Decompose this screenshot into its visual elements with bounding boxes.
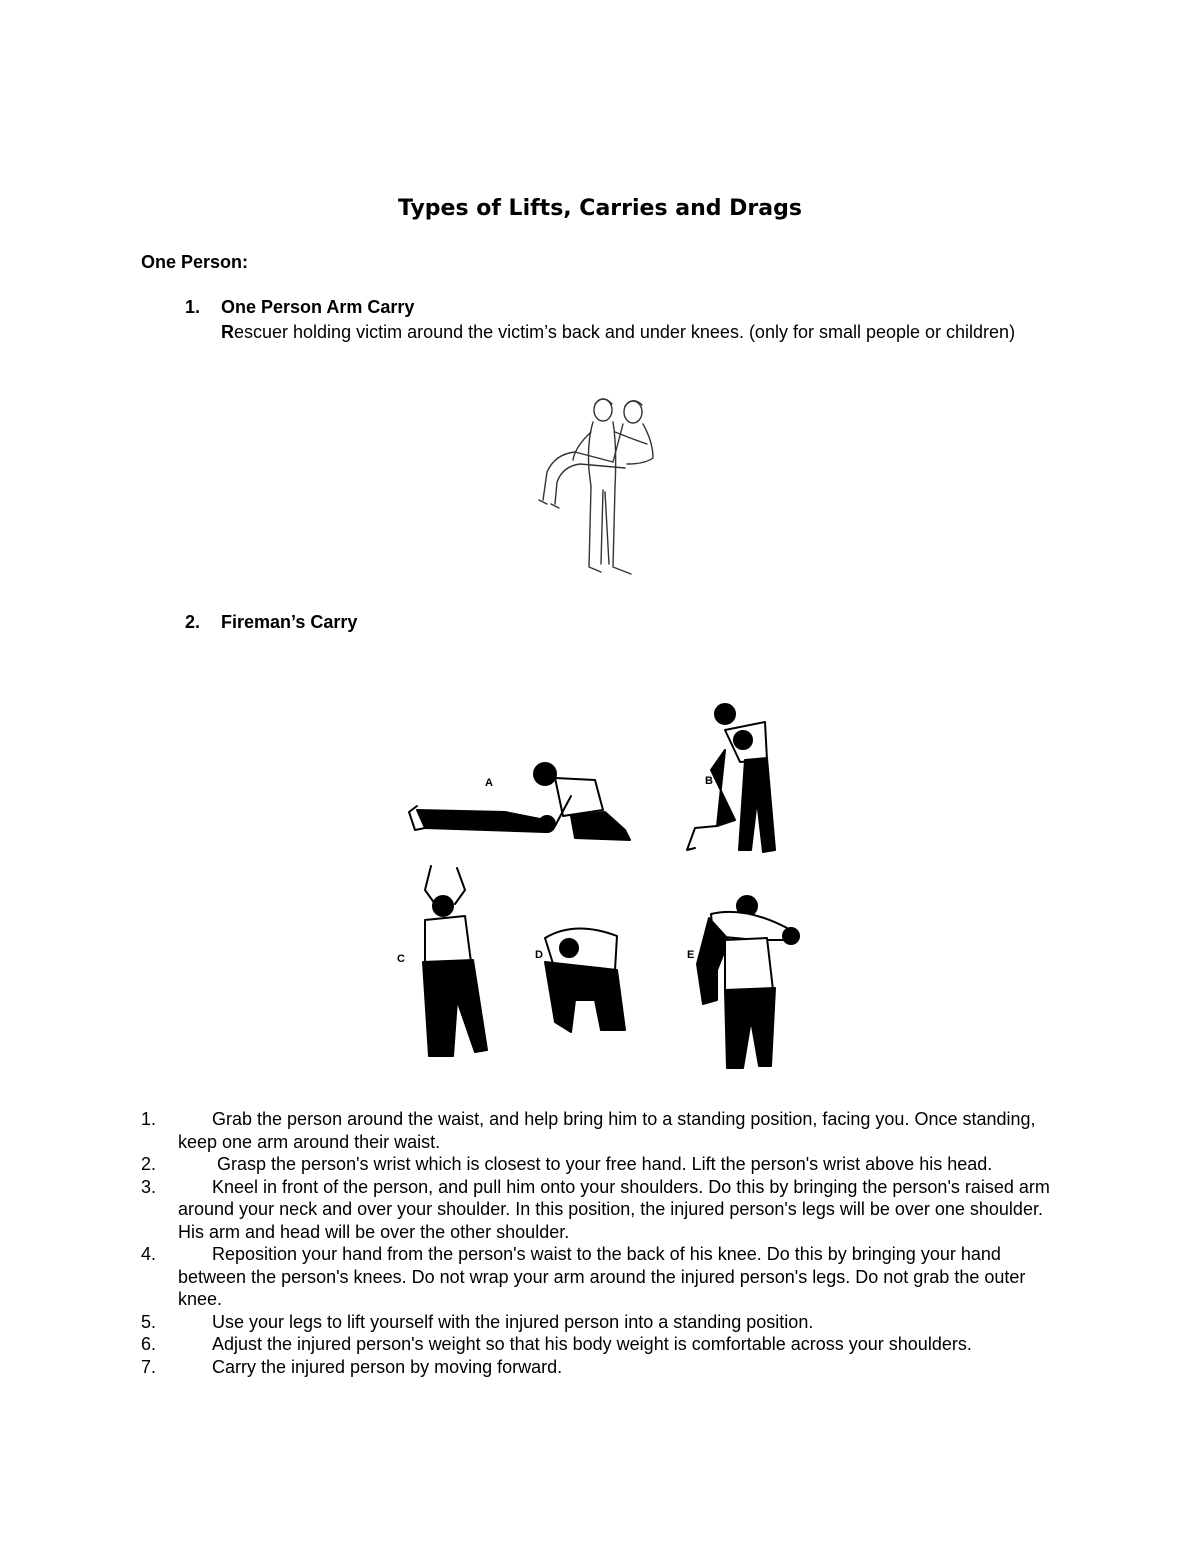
figure-label-b: B: [705, 775, 713, 787]
item-title: One Person Arm Carry: [221, 297, 415, 317]
step-number: 6.: [141, 1334, 157, 1354]
item-heading-firemans-carry: [185, 612, 357, 633]
figure-label-c: C: [397, 953, 405, 965]
steps-list: [141, 1108, 1061, 1378]
step-number: 3.: [141, 1176, 157, 1197]
section-heading: One Person:: [141, 252, 249, 272]
arm-carry-illustration: [535, 392, 665, 582]
description-initial: R: [221, 322, 234, 342]
panel-a-figure: [409, 763, 630, 840]
panel-d-figure: [545, 928, 625, 1032]
panel-c-figure: [423, 866, 487, 1056]
list-item: [141, 1108, 1061, 1153]
item-description: [221, 320, 1041, 345]
item-heading-arm-carry: [185, 297, 414, 318]
panel-b-figure: [687, 704, 775, 852]
list-item: [141, 1333, 1061, 1356]
page-title: Types of Lifts, Carries and Drags: [398, 196, 802, 221]
step-number: 5.: [141, 1311, 157, 1332]
step-number: 2.: [141, 1154, 157, 1174]
figure-label-a: A: [485, 777, 493, 789]
item-number: 1.: [185, 297, 201, 317]
step-text: Carry the injured person by moving forward.: [212, 1356, 563, 1377]
step-number: 7.: [141, 1356, 157, 1377]
item-number: 2.: [185, 612, 201, 632]
step-text: Grasp the person's wrist which is closest to your free hand. Lift the person's wrist above his head.: [212, 1154, 993, 1174]
list-item: [141, 1176, 1061, 1244]
step-text: Grab the person around the waist, and help bring him to a standing position, facing you. Once standing, keep one arm around their waist.: [178, 1109, 1036, 1152]
step-text: Use your legs to lift yourself with the injured person into a standing position.: [212, 1311, 814, 1332]
step-text: Reposition your hand from the person's waist to the back of his knee. Do this by bringing your hand between the person's knees. Do not wrap your arm around the injured person's legs. Do not grab the outer knee.: [178, 1244, 1026, 1309]
firemans-carry-illustration: [395, 700, 815, 1080]
list-item: [141, 1356, 1061, 1379]
step-number: 1.: [141, 1109, 157, 1129]
figure-label-d: D: [535, 949, 543, 961]
figure-label-e: E: [687, 949, 695, 961]
list-item: [141, 1311, 1061, 1334]
panel-e-figure: [697, 896, 799, 1068]
list-item: [141, 1243, 1061, 1311]
description-text: escuer holding victim around the victim’s back and under knees. (only for small people or children): [234, 322, 1016, 342]
step-text: Adjust the injured person's weight so that his body weight is comfortable across your shoulders.: [212, 1334, 972, 1354]
step-number: 4.: [141, 1244, 157, 1264]
list-item: [141, 1153, 1061, 1176]
item-title: Fireman’s Carry: [221, 612, 358, 632]
step-text: Kneel in front of the person, and pull him onto your shoulders. Do this by bringing the person's raised arm around your neck and over your shoulder. In this position, the injured person's legs will be over one shoulder. His arm and head will be over the other shoulder.: [178, 1176, 1050, 1242]
